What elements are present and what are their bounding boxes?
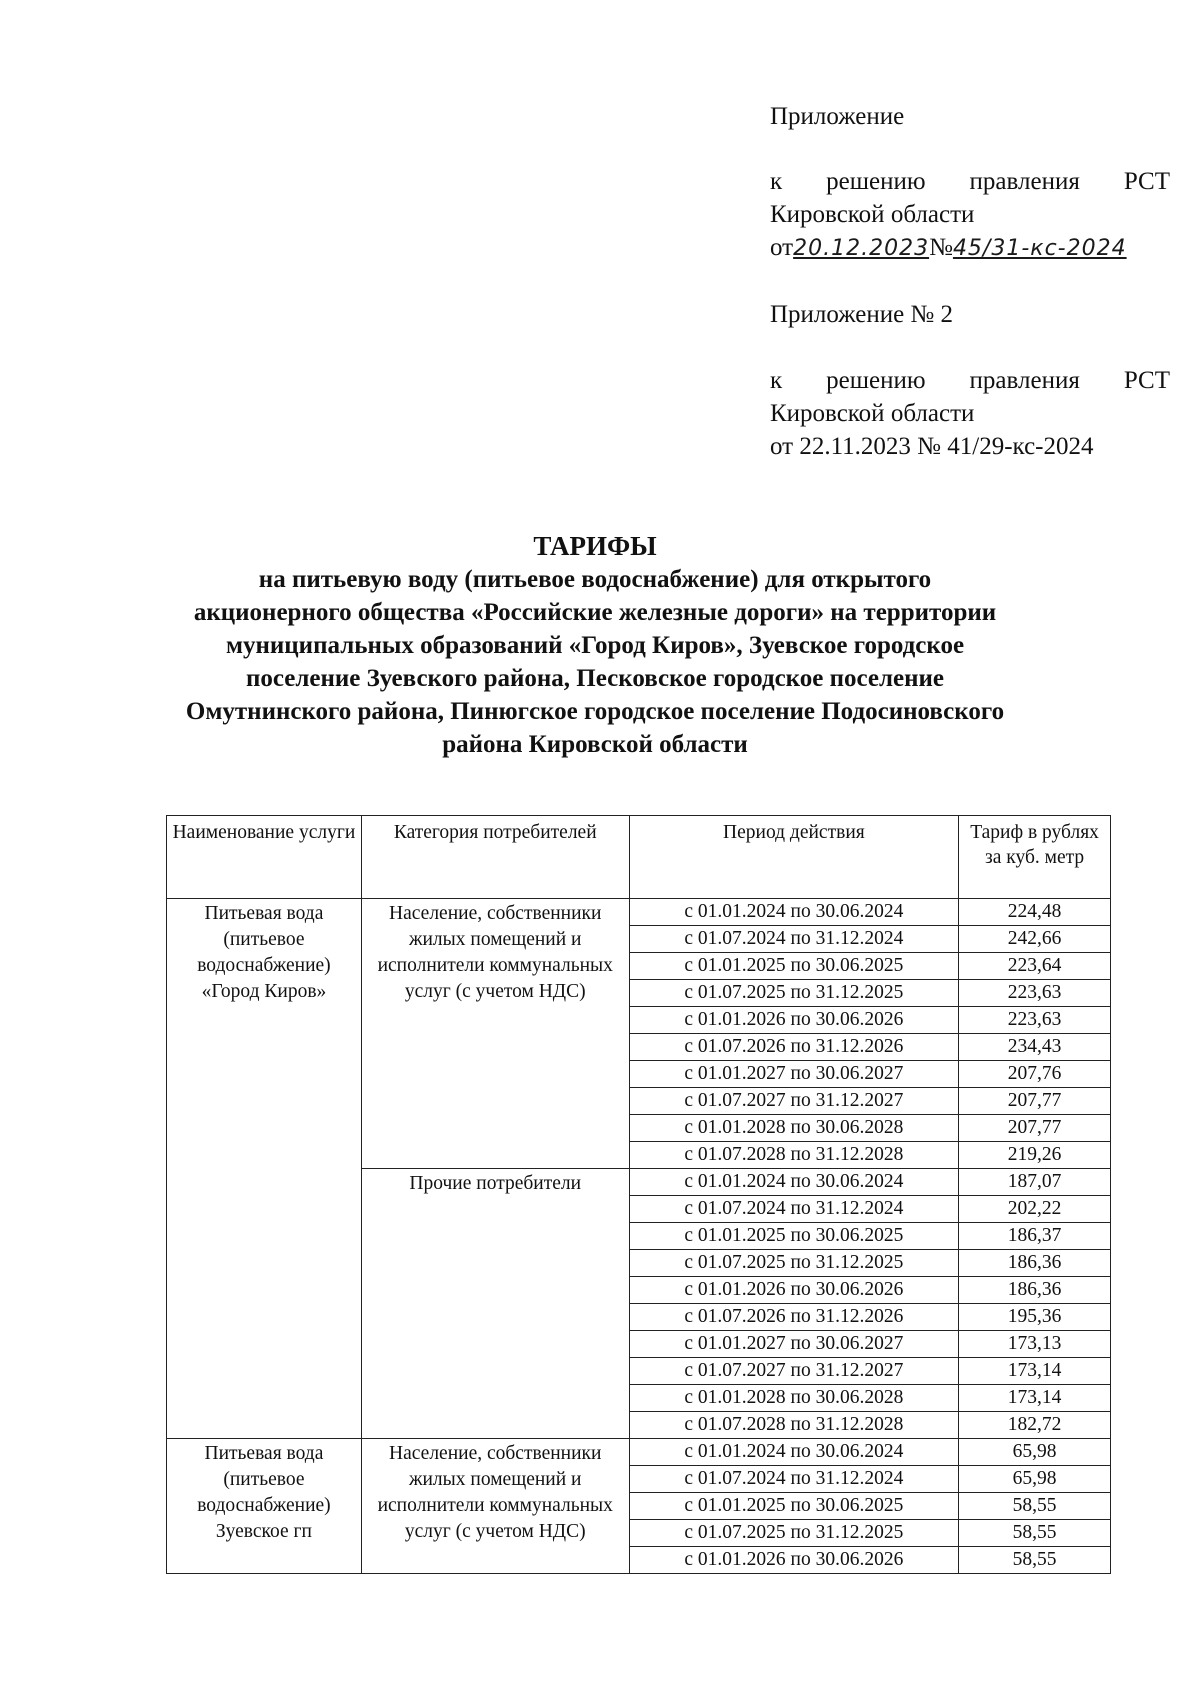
table-body bbox=[167, 899, 1111, 1574]
period-cell: с 01.01.2025 по 30.06.2025 bbox=[629, 1223, 959, 1250]
period-cell: с 01.07.2027 по 31.12.2027 bbox=[629, 1088, 959, 1115]
decision2-line-1: к решению правления РСТ bbox=[770, 367, 1170, 394]
period-cell: с 01.01.2024 по 30.06.2024 bbox=[629, 1439, 959, 1466]
appendix2-header bbox=[770, 298, 1170, 331]
appendix-header bbox=[770, 100, 1170, 133]
title-line: поселение Зуевского района, Песковское городское поселение bbox=[245, 665, 945, 692]
period-cell: с 01.01.2026 по 30.06.2026 bbox=[629, 1007, 959, 1034]
sig-date: 20.12.2023 bbox=[793, 236, 930, 261]
decision2-line-3: от 22.11.2023 № 41/29-кс-2024 bbox=[770, 433, 1094, 460]
decision-reference bbox=[770, 165, 1170, 265]
tariff-cell: 187,07 bbox=[959, 1169, 1111, 1196]
period-cell: с 01.07.2024 по 31.12.2024 bbox=[629, 1196, 959, 1223]
sig-prefix: от bbox=[770, 234, 794, 261]
period-cell: с 01.07.2027 по 31.12.2027 bbox=[629, 1358, 959, 1385]
period-cell: с 01.07.2026 по 31.12.2026 bbox=[629, 1304, 959, 1331]
tariff-cell: 58,55 bbox=[959, 1520, 1111, 1547]
tariff-cell: 186,36 bbox=[959, 1250, 1111, 1277]
period-cell: с 01.07.2028 по 31.12.2028 bbox=[629, 1412, 959, 1439]
period-cell: с 01.01.2024 по 30.06.2024 bbox=[629, 899, 959, 926]
tariff-cell: 219,26 bbox=[959, 1142, 1111, 1169]
tariff-cell: 223,63 bbox=[959, 1007, 1111, 1034]
category-cell: Прочие потребители bbox=[361, 1169, 629, 1439]
table-row bbox=[167, 1439, 1111, 1466]
document-title bbox=[170, 530, 1020, 761]
appendix-label: Приложение bbox=[770, 103, 905, 130]
period-cell: с 01.07.2026 по 31.12.2026 bbox=[629, 1034, 959, 1061]
decision2-reference bbox=[770, 364, 1170, 463]
table-row bbox=[167, 899, 1111, 926]
title-line: района Кировской области bbox=[442, 731, 748, 758]
period-cell: с 01.01.2025 по 30.06.2025 bbox=[629, 1493, 959, 1520]
tariff-cell: 223,63 bbox=[959, 980, 1111, 1007]
period-cell: с 01.07.2025 по 31.12.2025 bbox=[629, 1520, 959, 1547]
period-cell: с 01.01.2028 по 30.06.2028 bbox=[629, 1115, 959, 1142]
tariff-cell: 223,64 bbox=[959, 953, 1111, 980]
tariff-cell: 195,36 bbox=[959, 1304, 1111, 1331]
col-header-period: Период действия bbox=[629, 816, 959, 899]
tariff-cell: 58,55 bbox=[959, 1547, 1111, 1574]
title-line: на питьевую воду (питьевое водоснабжение) для открытого bbox=[258, 566, 932, 593]
tariff-cell: 186,37 bbox=[959, 1223, 1111, 1250]
title-line: акционерного общества «Российские железные дороги» на территории bbox=[193, 599, 997, 626]
tariff-cell: 65,98 bbox=[959, 1439, 1111, 1466]
tariff-cell: 58,55 bbox=[959, 1493, 1111, 1520]
tariff-cell: 207,77 bbox=[959, 1088, 1111, 1115]
period-cell: с 01.07.2025 по 31.12.2025 bbox=[629, 1250, 959, 1277]
tariff-cell: 173,14 bbox=[959, 1385, 1111, 1412]
sig-number-sign: № bbox=[929, 234, 953, 261]
category-cell: Население, собственники жилых помещений и исполнители коммунальных услуг (с учетом НДС) bbox=[361, 899, 629, 1169]
decision2-line-2: Кировской области bbox=[770, 400, 975, 427]
period-cell: с 01.01.2026 по 30.06.2026 bbox=[629, 1547, 959, 1574]
period-cell: с 01.07.2025 по 31.12.2025 bbox=[629, 980, 959, 1007]
decision-signature-line bbox=[770, 231, 1170, 265]
decision-line-2: Кировской области bbox=[770, 201, 975, 228]
col-header-tariff: Тариф в рублях за куб. метр bbox=[959, 816, 1111, 899]
tariff-cell: 173,14 bbox=[959, 1358, 1111, 1385]
title-line: Омутнинского района, Пинюгское городское поселение Подосиновского bbox=[185, 698, 1005, 725]
col-header-category: Категория потребителей bbox=[361, 816, 629, 899]
category-cell: Население, собственники жилых помещений и исполнители коммунальных услуг (с учетом НДС) bbox=[361, 1439, 629, 1574]
period-cell: с 01.07.2024 по 31.12.2024 bbox=[629, 926, 959, 953]
sig-number: 45/31-кс-2024 bbox=[952, 236, 1127, 261]
tariff-cell: 173,13 bbox=[959, 1331, 1111, 1358]
tariff-cell: 224,48 bbox=[959, 899, 1111, 926]
service-name-cell: Питьевая вода (питьевое водоснабжение) Зуевское гп bbox=[167, 1439, 362, 1574]
decision-line-1: к решению правления РСТ bbox=[770, 168, 1170, 195]
tariff-cell: 207,76 bbox=[959, 1061, 1111, 1088]
period-cell: с 01.01.2025 по 30.06.2025 bbox=[629, 953, 959, 980]
tariff-cell: 234,43 bbox=[959, 1034, 1111, 1061]
tariff-table bbox=[166, 815, 1111, 1574]
service-name-cell: Питьевая вода (питьевое водоснабжение) «Город Киров» bbox=[167, 899, 362, 1439]
period-cell: с 01.07.2028 по 31.12.2028 bbox=[629, 1142, 959, 1169]
tariff-cell: 182,72 bbox=[959, 1412, 1111, 1439]
period-cell: с 01.01.2026 по 30.06.2026 bbox=[629, 1277, 959, 1304]
title-line: муниципальных образований «Город Киров», Зуевское городское bbox=[225, 632, 965, 659]
period-cell: с 01.01.2027 по 30.06.2027 bbox=[629, 1061, 959, 1088]
tariff-cell: 202,22 bbox=[959, 1196, 1111, 1223]
tariff-cell: 207,77 bbox=[959, 1115, 1111, 1142]
tariff-cell: 186,36 bbox=[959, 1277, 1111, 1304]
col-header-service: Наименование услуги bbox=[167, 816, 362, 899]
table-header-row bbox=[167, 816, 1111, 899]
title-main: ТАРИФЫ bbox=[533, 531, 657, 561]
appendix2-label: Приложение № 2 bbox=[770, 301, 954, 328]
period-cell: с 01.07.2024 по 31.12.2024 bbox=[629, 1466, 959, 1493]
tariff-cell: 65,98 bbox=[959, 1466, 1111, 1493]
tariff-cell: 242,66 bbox=[959, 926, 1111, 953]
period-cell: с 01.01.2028 по 30.06.2028 bbox=[629, 1385, 959, 1412]
period-cell: с 01.01.2024 по 30.06.2024 bbox=[629, 1169, 959, 1196]
period-cell: с 01.01.2027 по 30.06.2027 bbox=[629, 1331, 959, 1358]
